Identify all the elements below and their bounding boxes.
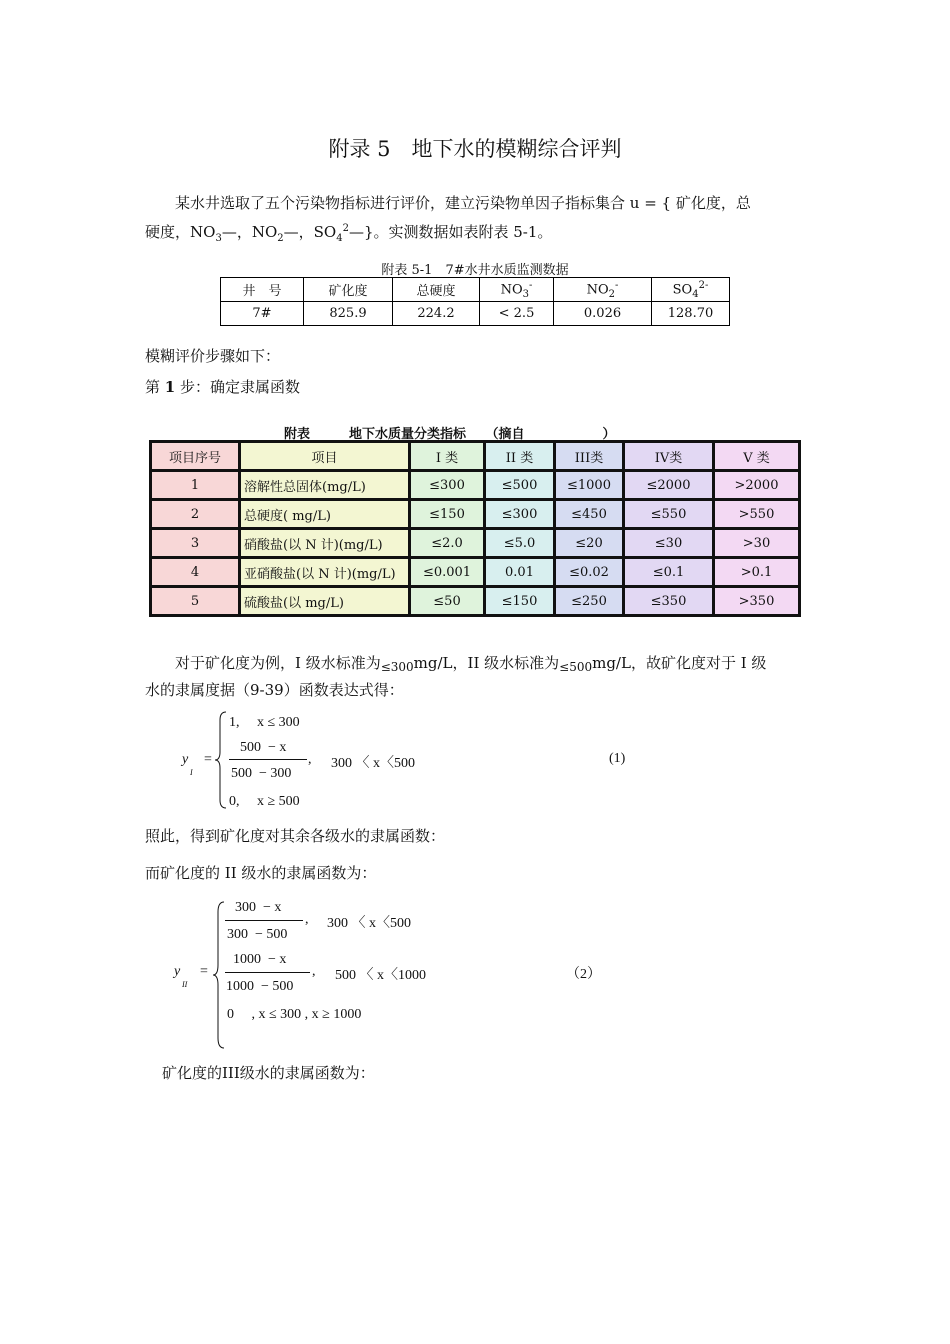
table-cell: 亚硝酸盐(以 N 计)(mg/L) — [240, 558, 410, 587]
table-cell: 4 — [151, 558, 240, 587]
table-header-row — [151, 442, 800, 471]
table-cell: ≤0.02 — [555, 558, 624, 587]
table-header-cell: I 类 — [410, 442, 485, 471]
table-cell: 3 — [151, 529, 240, 558]
eq2-condition-1: 300 〈 x〈500 — [327, 916, 411, 931]
table-header-cell: V 类 — [714, 442, 800, 471]
left-brace-icon — [212, 900, 226, 1050]
eq1-case-1: 1, x ≤ 300 — [229, 715, 300, 730]
table-cell: >550 — [714, 500, 800, 529]
table-cell: ≤2.0 — [410, 529, 485, 558]
table-cell: 0.01 — [485, 558, 555, 587]
table-cell: ≤350 — [624, 587, 714, 616]
table2-caption: 附表 地下水质量分类指标 （摘自 ） — [284, 427, 616, 442]
table-cell: 1 — [151, 471, 240, 500]
page-title: 附录 5 地下水的模糊综合评判 — [328, 137, 622, 161]
left-brace-icon — [214, 710, 228, 810]
eq2-condition-2: 500 〈 x〈1000 — [335, 968, 426, 983]
eq2-label: （2） — [566, 967, 601, 982]
paragraph-level2: 而矿化度的 II 级水的隶属函数为： — [145, 864, 377, 882]
table-header-cell: $NO_2^-$ — [554, 278, 652, 302]
table-header-cell: $NO_3^-$ — [480, 278, 554, 302]
table-cell: ≤5.0 — [485, 529, 555, 558]
table-header-cell: 项目 — [240, 442, 410, 471]
table-header-cell: $SO_4^{2-}$ — [652, 278, 730, 302]
table-cell: 128.70 — [652, 302, 730, 326]
eq1-y-subscript: I — [190, 768, 193, 777]
paragraph-example — [145, 650, 810, 703]
table-cell: ≤20 — [555, 529, 624, 558]
eq1-denominator: 500 − 300 — [231, 766, 292, 781]
steps-intro: 模糊评价步骤如下： — [145, 347, 281, 365]
eq1-numerator: 500 − x — [240, 740, 287, 755]
eq1-equals: = — [204, 752, 212, 767]
table-cell: >2000 — [714, 471, 800, 500]
eq2-fraction-line — [225, 920, 303, 921]
table-header-row — [221, 278, 730, 302]
table-cell: 硫酸盐(以 mg/L) — [240, 587, 410, 616]
paragraph-line: 水的隶属度据（9-39）函数表达式得： — [145, 681, 404, 699]
table-header-cell: 矿化度 — [304, 278, 393, 302]
table-cell: ≤150 — [410, 500, 485, 529]
table-cell: ≤300 — [410, 471, 485, 500]
table-header-cell: III类 — [555, 442, 624, 471]
table-cell: 825.9 — [304, 302, 393, 326]
table-header-cell: 项目序号 — [151, 442, 240, 471]
eq2-denominator-1: 300 − 500 — [227, 927, 288, 942]
table-row — [221, 302, 730, 326]
step1-heading: 第 1 步：确定隶属函数 — [145, 378, 300, 396]
paragraph-followup: 照此，得到矿化度对其余各级水的隶属函数： — [145, 827, 446, 845]
eq1-case-3: 0, x ≥ 500 — [229, 794, 300, 809]
intro-line-2: 硬度，$NO_3—$，$NO_2—$，$SO_4^2—$}。实测数据如表附表 5-1。 — [145, 223, 553, 244]
table-cell: >30 — [714, 529, 800, 558]
table-header-cell: 井 号 — [221, 278, 304, 302]
table-cell: 5 — [151, 587, 240, 616]
table-row — [151, 500, 800, 529]
table-cell: 0.026 — [554, 302, 652, 326]
eq2-comma: , — [312, 964, 316, 979]
table-header-cell: IV类 — [624, 442, 714, 471]
eq2-numerator-1: 300 − x — [235, 900, 282, 915]
eq2-y-subscript: II — [182, 980, 188, 989]
eq1-y: y — [182, 752, 189, 767]
table-cell: >0.1 — [714, 558, 800, 587]
table-row — [151, 558, 800, 587]
table-cell: ≤0.1 — [624, 558, 714, 587]
intro-line-1: 某水井选取了五个污染物指标进行评价，建立污染物单因子指标集合 u = { 矿化度，总 — [175, 194, 751, 212]
table-row — [151, 529, 800, 558]
eq2-denominator-2: 1000 − 500 — [226, 979, 294, 994]
table-cell: ≤30 — [624, 529, 714, 558]
table-cell: ≤1000 — [555, 471, 624, 500]
eq2-case-3: 0 , x ≤ 300 , x ≥ 1000 — [227, 1007, 362, 1022]
eq2-comma: , — [305, 912, 309, 927]
table-cell: 总硬度( mg/L) — [240, 500, 410, 529]
table-cell: >350 — [714, 587, 800, 616]
table-cell: ≤550 — [624, 500, 714, 529]
eq2-y: y — [174, 964, 181, 979]
table-cell: 7# — [221, 302, 304, 326]
table-cell: 溶解性总固体(mg/L) — [240, 471, 410, 500]
paragraph-line: 对于矿化度为例，I 级水标准为$_{\le 300}$mg/L，II 级水标准为$_{\le 500}$mg/L，故矿化度对于 I 级 — [175, 654, 767, 674]
table-cell: ≤250 — [555, 587, 624, 616]
table-row — [151, 471, 800, 500]
eq2-equals: = — [200, 964, 208, 979]
paragraph-level3: 矿化度的III级水的隶属函数为： — [162, 1064, 375, 1082]
table-cell: ≤0.001 — [410, 558, 485, 587]
eq2-fraction-line — [225, 972, 310, 973]
table-cell: ≤450 — [555, 500, 624, 529]
eq2-numerator-2: 1000 − x — [233, 952, 287, 967]
table-cell: 2 — [151, 500, 240, 529]
table1-caption: 附表 5-1 7#水井水质监测数据 — [381, 263, 569, 278]
table-cell: ≤300 — [485, 500, 555, 529]
eq1-comma: , — [308, 752, 312, 767]
table-cell: < 2.5 — [480, 302, 554, 326]
table-cell: 224.2 — [393, 302, 480, 326]
eq1-fraction-line — [229, 759, 307, 760]
table-cell: 硝酸盐(以 N 计)(mg/L) — [240, 529, 410, 558]
intro-paragraph — [145, 190, 810, 252]
table-cell: ≤2000 — [624, 471, 714, 500]
table-cell: ≤50 — [410, 587, 485, 616]
monitoring-table — [220, 277, 730, 326]
table-row — [151, 587, 800, 616]
eq1-label: (1) — [609, 751, 626, 766]
table-cell: ≤500 — [485, 471, 555, 500]
table-header-cell: II 类 — [485, 442, 555, 471]
eq1-condition-2: 300 〈 x〈500 — [331, 756, 415, 771]
table-cell: ≤150 — [485, 587, 555, 616]
classification-table — [149, 440, 801, 617]
table-header-cell: 总硬度 — [393, 278, 480, 302]
